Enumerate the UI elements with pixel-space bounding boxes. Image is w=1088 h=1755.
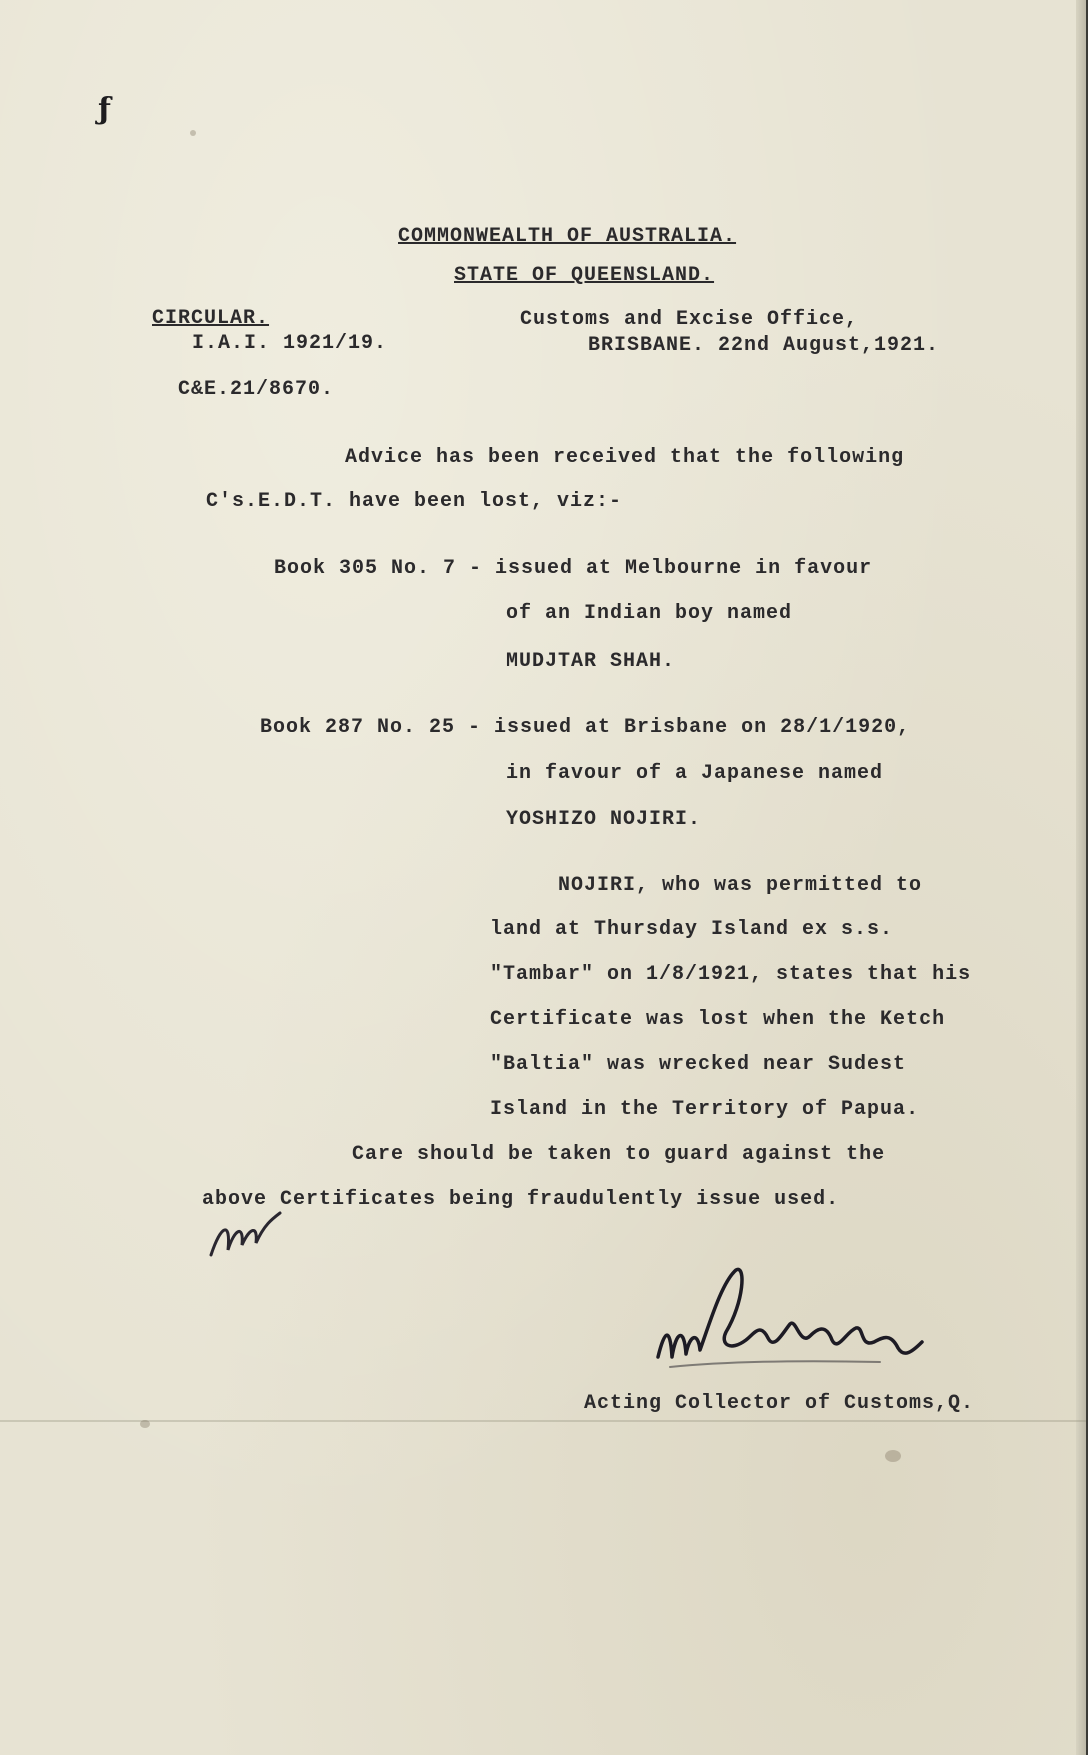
page-edge bbox=[1076, 0, 1086, 1755]
note-line-3: "Tambar" on 1/8/1921, states that his bbox=[490, 963, 972, 986]
entry-2-name: YOSHIZO NOJIRI. bbox=[506, 808, 702, 831]
intro-line-2: C's.E.D.T. have been lost, viz:- bbox=[206, 490, 623, 513]
stain bbox=[190, 130, 196, 136]
note-line-4: Certificate was lost when the Ketch bbox=[490, 1008, 946, 1031]
fold-line bbox=[0, 1420, 1086, 1422]
stain bbox=[885, 1450, 901, 1462]
stain bbox=[140, 1420, 150, 1428]
note-line-6: Island in the Territory of Papua. bbox=[490, 1098, 920, 1121]
entry-2-line-1: Book 287 No. 25 - issued at Brisbane on 28/1/1920, bbox=[260, 716, 911, 739]
entry-1-name: MUDJTAR SHAH. bbox=[506, 650, 676, 673]
entry-1-line-2: of an Indian boy named bbox=[506, 602, 793, 625]
entry-1-line-1: Book 305 No. 7 - issued at Melbourne in favour bbox=[274, 557, 873, 580]
note-line-5: "Baltia" was wrecked near Sudest bbox=[490, 1053, 907, 1076]
heading-state: STATE OF QUEENSLAND. bbox=[454, 264, 715, 287]
note-line-2: land at Thursday Island ex s.s. bbox=[490, 918, 894, 941]
entry-2-line-2: in favour of a Japanese named bbox=[506, 762, 884, 785]
circular-label: CIRCULAR. bbox=[152, 307, 270, 330]
caution-line-1: Care should be taken to guard against the bbox=[352, 1143, 886, 1166]
heading-commonwealth: COMMONWEALTH OF AUSTRALIA. bbox=[398, 225, 737, 248]
caution-line-2: above Certificates being fraudulently issue used. bbox=[202, 1188, 840, 1211]
corner-mark: ƒ bbox=[98, 92, 111, 127]
office-place-date: BRISBANE. 22nd August,1921. bbox=[588, 334, 940, 357]
note-line-1: NOJIRI, who was permitted to bbox=[558, 874, 923, 897]
signatory-title: Acting Collector of Customs,Q. bbox=[584, 1392, 975, 1415]
file-reference: C&E.21/8670. bbox=[178, 378, 335, 401]
intro-line-1: Advice has been received that the following bbox=[345, 446, 905, 469]
office-name: Customs and Excise Office, bbox=[520, 308, 859, 331]
iai-number: I.A.I. 1921/19. bbox=[192, 332, 388, 355]
initials-signature bbox=[206, 1205, 286, 1265]
collector-signature bbox=[650, 1262, 940, 1392]
